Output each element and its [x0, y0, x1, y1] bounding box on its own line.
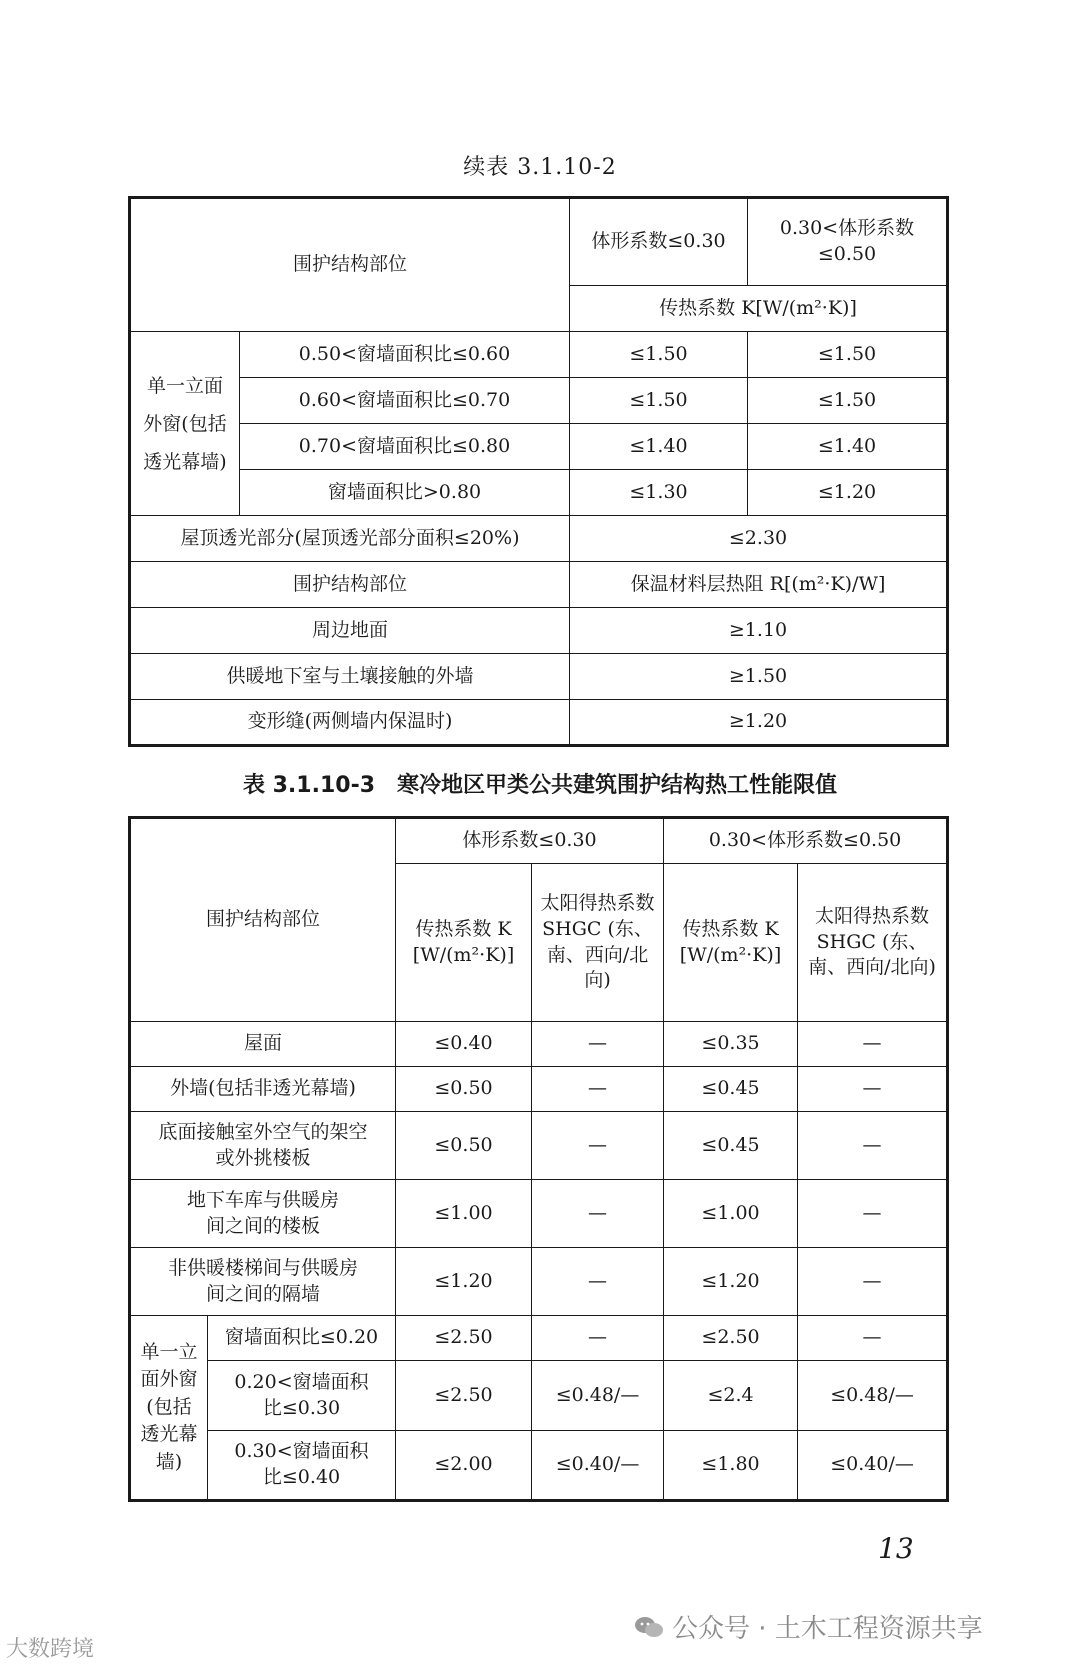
t2-window-row-label: 窗墙面积比≤0.20	[208, 1316, 396, 1361]
t2-window-row-label: 0.20<窗墙面积比≤0.30	[208, 1361, 396, 1431]
window-row-v1: ≤1.50	[570, 332, 748, 378]
wechat-icon	[634, 1615, 664, 1639]
t2-window-row-s2: —	[798, 1316, 948, 1361]
t2-row-s1: —	[532, 1067, 664, 1112]
t2-row-k1: ≤1.20	[396, 1248, 532, 1316]
window-group-label: 单一立面外窗(包括透光幕墙)	[130, 332, 240, 516]
t2-row-s2: —	[798, 1112, 948, 1180]
t2-row-label: 非供暖楼梯间与供暖房间之间的隔墙	[130, 1248, 396, 1316]
window-row-v2: ≤1.40	[748, 424, 948, 470]
t2-window-row-k2: ≤2.4	[664, 1361, 798, 1431]
roof-row-value: ≤2.30	[570, 516, 948, 562]
t2-row-s1: —	[532, 1248, 664, 1316]
watermark-left: 大数跨境	[6, 1637, 95, 1662]
window-row-v2: ≤1.50	[748, 332, 948, 378]
t2-window-row-s1: ≤0.40/—	[532, 1431, 664, 1501]
r-row-value: ≥1.10	[570, 608, 948, 654]
t2-window-group-label: 单一立面外窗(包括透光幕墙)	[130, 1316, 208, 1501]
t2-row-k1: ≤0.50	[396, 1067, 532, 1112]
t2-header-group2: 0.30<体形系数≤0.50	[664, 818, 948, 864]
header-k-label: 传热系数 K[W/(m²·K)]	[570, 286, 948, 332]
t2-row-k2: ≤0.45	[664, 1067, 798, 1112]
window-row-label: 窗墙面积比>0.80	[240, 470, 570, 516]
t2-window-row-k1: ≤2.00	[396, 1431, 532, 1501]
t2-row-label: 底面接触室外空气的架空或外挑楼板	[130, 1112, 396, 1180]
t2-window-row-s1: —	[532, 1316, 664, 1361]
window-row-v1: ≤1.30	[570, 470, 748, 516]
t2-window-row-s2: ≤0.48/—	[798, 1361, 948, 1431]
window-row-v2: ≤1.50	[748, 378, 948, 424]
window-row-label: 0.50<窗墙面积比≤0.60	[240, 332, 570, 378]
r-row-value: ≥1.20	[570, 700, 948, 746]
t2-window-row-label: 0.30<窗墙面积比≤0.40	[208, 1431, 396, 1501]
t2-row-k1: ≤1.00	[396, 1180, 532, 1248]
t2-row-s2: —	[798, 1180, 948, 1248]
t2-header-group1: 体形系数≤0.30	[396, 818, 664, 864]
t2-row-s2: —	[798, 1022, 948, 1067]
t2-row-k2: ≤0.45	[664, 1112, 798, 1180]
r-row-label: 供暖地下室与土壤接触的外墙	[130, 654, 570, 700]
t2-row-k1: ≤0.50	[396, 1112, 532, 1180]
table2-caption: 表 3.1.10-3 寒冷地区甲类公共建筑围护结构热工性能限值	[242, 773, 838, 798]
t2-window-row-k1: ≤2.50	[396, 1316, 532, 1361]
t2-row-k2: ≤1.00	[664, 1180, 798, 1248]
t2-row-k1: ≤0.40	[396, 1022, 532, 1067]
t2-header-shgc2: 太阳得热系数 SHGC (东、南、西向/北向)	[798, 864, 948, 1022]
page-number: 13	[878, 1532, 914, 1565]
t2-row-s2: —	[798, 1248, 948, 1316]
t2-header-shgc1: 太阳得热系数 SHGC (东、南、西向/北向)	[532, 864, 664, 1022]
window-row-v1: ≤1.40	[570, 424, 748, 470]
r-row-label: 变形缝(两侧墙内保温时)	[130, 700, 570, 746]
r-row-label: 周边地面	[130, 608, 570, 654]
roof-row-label: 屋顶透光部分(屋顶透光部分面积≤20%)	[130, 516, 570, 562]
t2-row-s1: —	[532, 1112, 664, 1180]
r-row-value: ≥1.50	[570, 654, 948, 700]
t2-row-s1: —	[532, 1180, 664, 1248]
t2-row-label: 地下车库与供暖房间之间的楼板	[130, 1180, 396, 1248]
t2-header-part-label: 围护结构部位	[130, 818, 396, 1022]
header-part-label: 围护结构部位	[130, 198, 570, 332]
table-3-1-10-2	[128, 196, 949, 747]
window-row-label: 0.70<窗墙面积比≤0.80	[240, 424, 570, 470]
t2-window-row-s1: ≤0.48/—	[532, 1361, 664, 1431]
header2-r-label: 保温材料层热阻 R[(m²·K)/W]	[570, 562, 948, 608]
table1-caption: 续表 3.1.10-2	[463, 155, 617, 180]
t2-header-k1: 传热系数 K [W/(m²·K)]	[396, 864, 532, 1022]
t2-row-k2: ≤1.20	[664, 1248, 798, 1316]
window-row-label: 0.60<窗墙面积比≤0.70	[240, 378, 570, 424]
t2-row-s1: —	[532, 1022, 664, 1067]
t2-window-row-k2: ≤1.80	[664, 1431, 798, 1501]
table-3-1-10-3	[128, 816, 949, 1502]
header-col1: 体形系数≤0.30	[570, 198, 748, 286]
watermark-right	[634, 1608, 983, 1645]
t2-row-s2: —	[798, 1067, 948, 1112]
t2-row-label: 屋面	[130, 1022, 396, 1067]
t2-row-k2: ≤0.35	[664, 1022, 798, 1067]
t2-window-row-s2: ≤0.40/—	[798, 1431, 948, 1501]
t2-window-row-k2: ≤2.50	[664, 1316, 798, 1361]
header-col2: 0.30<体形系数≤0.50	[748, 198, 948, 286]
window-row-v2: ≤1.20	[748, 470, 948, 516]
watermark-right-text: 公众号 · 土木工程资源共享	[672, 1614, 983, 1644]
t2-window-row-k1: ≤2.50	[396, 1361, 532, 1431]
header2-part-label: 围护结构部位	[130, 562, 570, 608]
t2-header-k2: 传热系数 K [W/(m²·K)]	[664, 864, 798, 1022]
window-row-v1: ≤1.50	[570, 378, 748, 424]
t2-row-label: 外墙(包括非透光幕墙)	[130, 1067, 396, 1112]
